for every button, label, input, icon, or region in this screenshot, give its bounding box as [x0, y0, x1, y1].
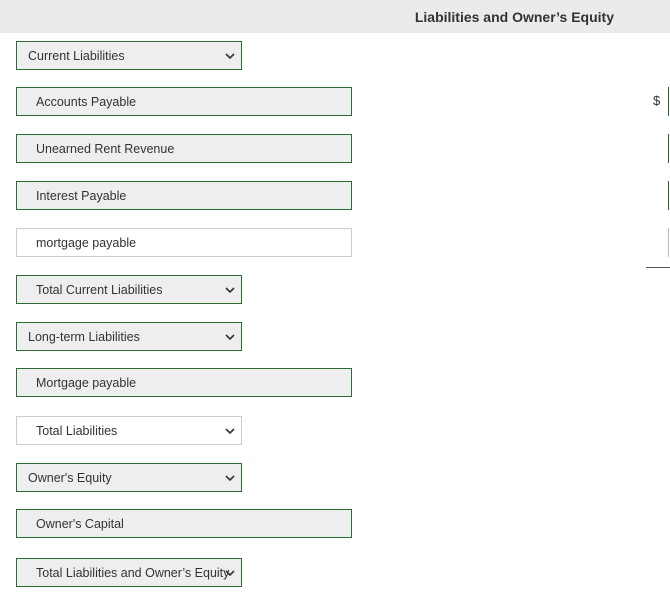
select-label: Long-term Liabilities: [28, 329, 140, 344]
select-label: Total Liabilities and Owner’s Equity: [36, 565, 230, 580]
select-label: Total Liabilities: [36, 423, 118, 438]
chevron-down-icon: [225, 474, 235, 482]
field-value: Interest Payable: [36, 188, 127, 203]
chevron-down-icon: [225, 569, 235, 577]
field-value: Unearned Rent Revenue: [36, 141, 175, 156]
section-header-bar: [0, 0, 670, 33]
long-term-liabilities-select[interactable]: [16, 322, 242, 351]
total-liabilities-and-equity-select[interactable]: [16, 558, 242, 587]
interest-payable-field[interactable]: [16, 181, 352, 210]
chevron-down-icon: [225, 286, 235, 294]
section-title: Liabilities and Owner’s Equity: [414, 9, 614, 25]
unearned-rent-revenue-field[interactable]: [16, 134, 352, 163]
current-liabilities-select[interactable]: [16, 41, 242, 70]
select-label: Current Liabilities: [28, 48, 125, 63]
chevron-down-icon: [225, 333, 235, 341]
mortgage-payable-current-field[interactable]: [16, 228, 352, 257]
chevron-down-icon: [225, 427, 235, 435]
accounts-payable-field[interactable]: [16, 87, 352, 116]
owners-equity-select[interactable]: [16, 463, 242, 492]
total-liabilities-select[interactable]: [16, 416, 242, 445]
select-label: Owner's Equity: [28, 470, 112, 485]
mortgage-payable-longterm-field[interactable]: [16, 368, 352, 397]
owners-capital-field[interactable]: [16, 509, 352, 538]
field-value: Accounts Payable: [36, 94, 137, 109]
subtotal-underline: [646, 267, 670, 268]
total-current-liabilities-select[interactable]: [16, 275, 242, 304]
chevron-down-icon: [225, 52, 235, 60]
currency-symbol: $: [653, 93, 661, 108]
field-value: mortgage payable: [36, 235, 137, 250]
select-label: Total Current Liabilities: [36, 282, 163, 297]
field-value: Owner's Capital: [36, 516, 124, 531]
field-value: Mortgage payable: [36, 375, 137, 390]
